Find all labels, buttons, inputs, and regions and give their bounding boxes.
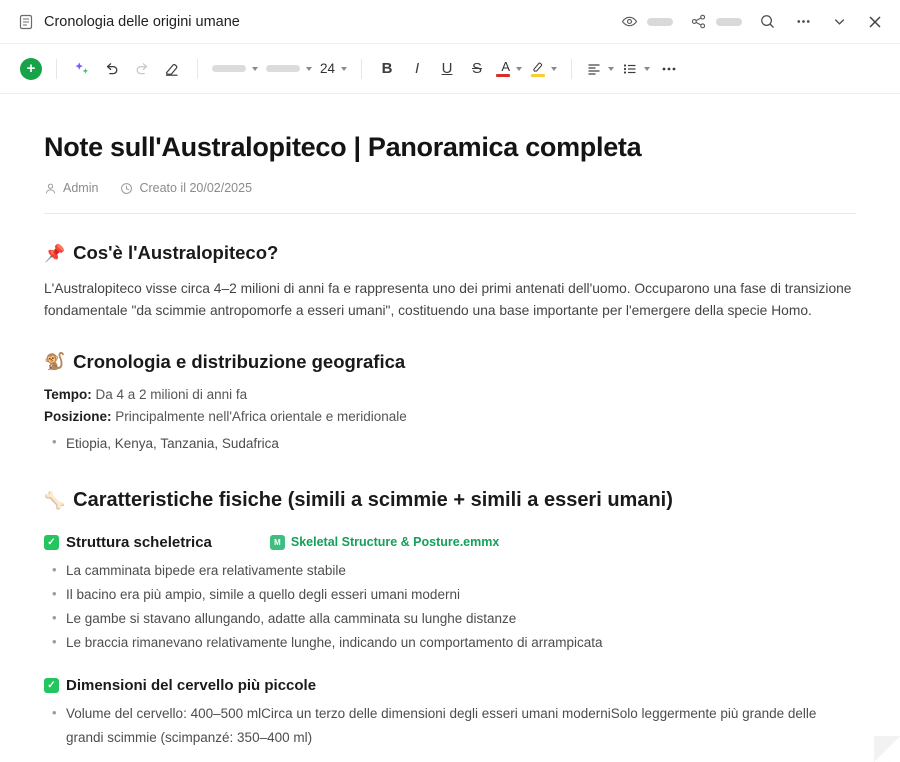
format-toolbar — [0, 44, 900, 94]
subsection-heading-1-label: Struttura scheletrica — [66, 533, 212, 551]
section-heading-2 — [44, 351, 856, 373]
font-size-select[interactable] — [316, 55, 351, 83]
text-color-letter: A — [501, 59, 511, 74]
title-divider — [44, 213, 856, 214]
chevron-down-icon — [551, 67, 557, 71]
bulleted-list-icon — [622, 61, 638, 77]
list-item: • Volume del cervello: 400–500 mlCirca un terzo delle dimensioni degli esseri umani moderniSolo leggermente più grande delle grandi scimmie (scimpanzé: 350–400 ml) — [44, 702, 856, 750]
bold-label: B — [381, 60, 393, 77]
time-pair — [44, 387, 856, 402]
search-icon[interactable] — [756, 11, 778, 33]
time-key: Tempo: — [44, 386, 92, 402]
author-name: Admin — [63, 181, 99, 195]
list-item: • La camminata bipede era relativamente stabile — [44, 559, 856, 583]
font-style-value — [266, 65, 300, 72]
chevron-down-icon — [341, 67, 347, 71]
italic-label: I — [414, 60, 420, 77]
section-1-paragraph: L'Australopiteco visse circa 4–2 milioni di anni fa e rappresenta uno dei primi antenati dell'uomo. Occuparono una fase di transizione fondamentale "da scimmie antropomorfe a esseri umani", costituendo una base importante per l'emergere della specie Homo. — [44, 281, 852, 319]
clear-formatting-button[interactable] — [157, 54, 187, 84]
subsection-1-bullets — [44, 559, 856, 655]
created-date: Creato il 20/02/2025 — [139, 181, 253, 195]
redo-button[interactable] — [127, 54, 157, 84]
time-value: Da 4 a 2 milioni di anni fa — [95, 386, 248, 402]
toolbar-more-button[interactable] — [654, 54, 684, 84]
mindmap-file-icon: M — [270, 535, 285, 550]
author-meta — [44, 181, 98, 195]
created-meta — [120, 181, 252, 195]
strikethrough-button[interactable] — [462, 54, 492, 84]
title-bar-right — [618, 11, 886, 33]
list-button[interactable] — [618, 55, 654, 83]
page-corner — [874, 736, 900, 762]
view-mode-placeholder — [647, 18, 673, 26]
title-bar — [0, 0, 900, 44]
user-icon — [44, 182, 57, 195]
chevron-down-icon — [252, 67, 258, 71]
title-bar-left — [18, 14, 240, 30]
pushpin-icon: 📌 — [44, 243, 66, 263]
page-title: Note sull'Australopiteco | Panoramica completa — [44, 132, 642, 162]
clock-icon — [120, 182, 133, 195]
undo-button[interactable] — [97, 54, 127, 84]
attachment-link[interactable] — [270, 535, 499, 550]
chevron-down-icon[interactable] — [828, 11, 850, 33]
section-2-bullets — [44, 432, 856, 455]
underline-button[interactable] — [432, 54, 462, 84]
highlight-icon — [530, 60, 545, 77]
share-placeholder — [716, 18, 742, 26]
text-color-swatch — [496, 74, 510, 77]
subsection-heading-2-label: Dimensioni del cervello più piccole — [66, 676, 317, 694]
ai-assistant-button[interactable] — [67, 54, 97, 84]
font-style-select[interactable] — [262, 55, 316, 83]
check-box-icon: ✓ — [44, 535, 59, 550]
toolbar-divider — [56, 59, 57, 79]
location-key: Posizione: — [44, 408, 112, 424]
subsection-heading-2 — [44, 677, 856, 694]
document-icon — [18, 14, 34, 30]
chevron-down-icon — [608, 67, 614, 71]
font-size-value: 24 — [320, 61, 336, 76]
bone-icon: 🦴 — [44, 490, 66, 510]
subsection-2-bullets — [44, 702, 856, 750]
location-pair — [44, 409, 856, 424]
monkey-face-icon: 🐒 — [44, 352, 66, 372]
chevron-down-icon — [516, 67, 522, 71]
text-color-icon — [496, 60, 510, 77]
align-left-icon — [586, 61, 602, 77]
align-button[interactable] — [582, 55, 618, 83]
location-value: Principalmente nell'Africa orientale e meridionale — [115, 408, 407, 424]
attachment-label: Skeletal Structure & Posture.emmx — [290, 535, 500, 550]
underline-label: U — [441, 60, 453, 77]
view-mode-group[interactable] — [618, 11, 673, 33]
list-item: • Le gambe si stavano allungando, adatte alla camminata su lunghe distanze — [44, 607, 856, 631]
toolbar-divider-3 — [361, 59, 362, 79]
subsection-1-row — [44, 512, 856, 551]
share-nodes-icon[interactable] — [687, 11, 709, 33]
toolbar-divider-4 — [571, 59, 572, 79]
close-icon[interactable] — [864, 11, 886, 33]
check-box-icon: ✓ — [44, 678, 59, 693]
insert-button[interactable] — [16, 54, 46, 84]
plus-icon: + — [20, 58, 42, 80]
section-heading-1 — [44, 242, 856, 264]
document-tab-title: Cronologia delle origini umane — [44, 13, 240, 30]
list-item: • Il bacino era più ampio, simile a quello degli esseri umani moderni — [44, 583, 856, 607]
strikethrough-label: S — [472, 60, 483, 77]
section-heading-1-label: Cos'è l'Australopiteco? — [73, 242, 279, 263]
text-color-button[interactable] — [492, 55, 526, 83]
bold-button[interactable] — [372, 54, 402, 84]
section-heading-2-label: Cronologia e distribuzione geografica — [73, 350, 406, 372]
more-horizontal-icon[interactable] — [792, 11, 814, 33]
document-canvas[interactable] — [0, 94, 900, 762]
toolbar-divider-2 — [197, 59, 198, 79]
font-family-value — [212, 65, 246, 72]
section-heading-3-label: Caratteristiche fisiche (simili a scimmie + simili a esseri umani) — [73, 488, 673, 511]
eye-icon[interactable] — [618, 11, 640, 33]
subsection-heading-1 — [44, 534, 212, 551]
section-heading-3 — [44, 489, 856, 512]
chevron-down-icon — [644, 67, 650, 71]
chevron-down-icon — [306, 67, 312, 71]
font-family-select[interactable] — [208, 55, 262, 83]
share-group[interactable] — [687, 11, 742, 33]
highlight-color-swatch — [531, 74, 545, 77]
list-item: • Etiopia, Kenya, Tanzania, Sudafrica — [44, 432, 856, 455]
italic-button[interactable] — [402, 54, 432, 84]
highlight-color-button[interactable] — [526, 55, 561, 83]
document-meta — [44, 181, 856, 195]
list-item: • Le braccia rimanevano relativamente lunghe, indicando un comportamento di arrampicata — [44, 631, 856, 655]
